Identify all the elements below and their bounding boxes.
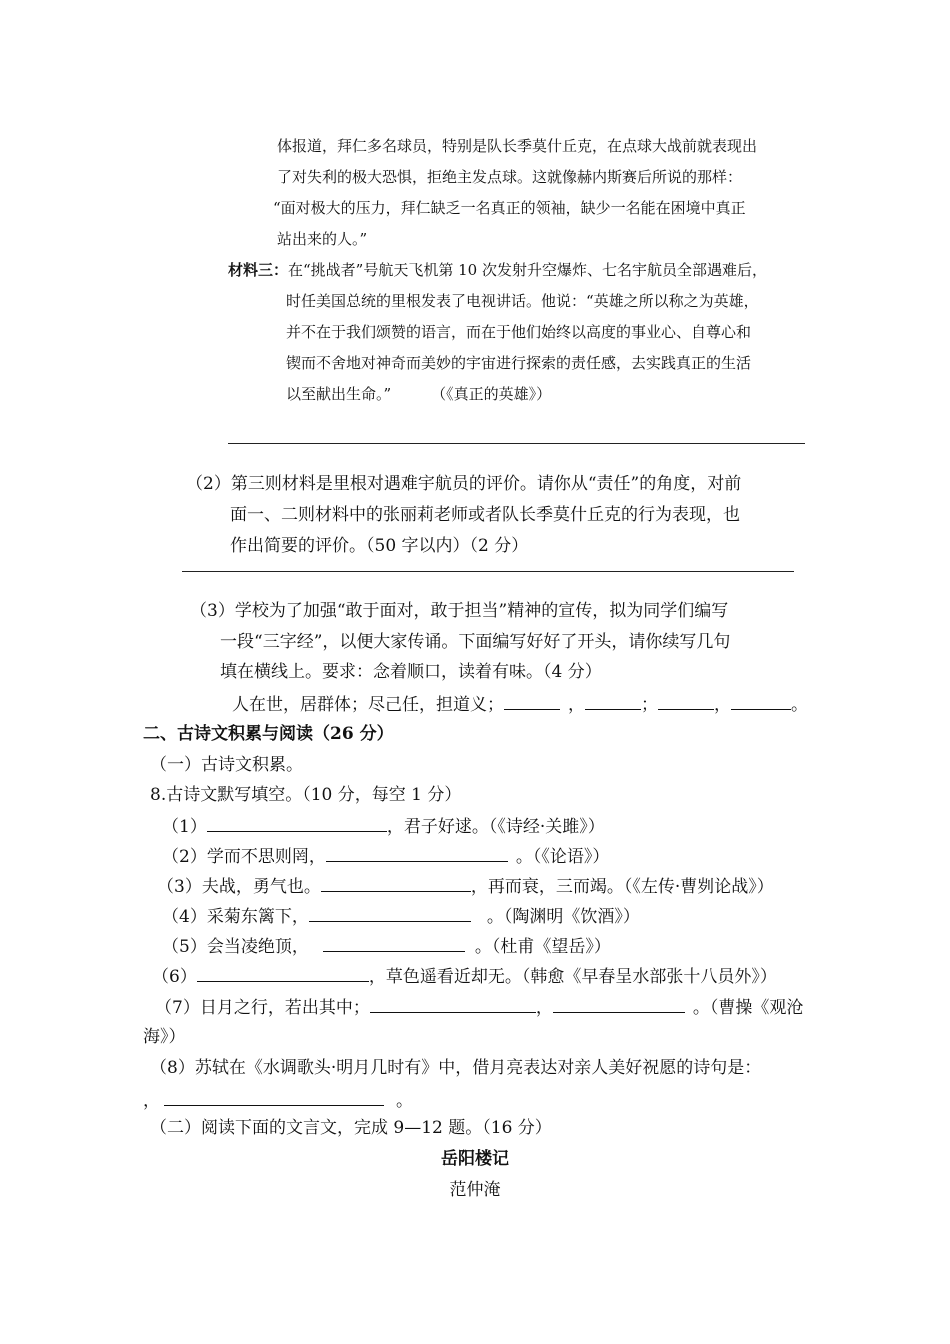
poem-1 xyxy=(162,817,605,836)
essay-author: 范仲淹 xyxy=(449,1180,501,1200)
poem-6-text: ，草色遥看近却无。（韩愈《早春呈水部张十八员外》） xyxy=(368,967,777,987)
poem-8-answer xyxy=(143,1091,413,1110)
material3-line-5 xyxy=(286,387,551,402)
part-2-heading: （二）阅读下面的文言文，完成 9—12 题。（16 分） xyxy=(150,1118,552,1138)
part-1-heading: （一）古诗文积累。 xyxy=(150,755,303,775)
material3-text-1: 在“挑战者”号航天飞机第 10 次发射升空爆炸、七名宇航员全部遇难后， xyxy=(288,261,767,279)
material2-line-2: 了对失利的极大恐惧，拒绝主发点球。这就像赫内斯赛后所说的那样： xyxy=(277,168,743,186)
answer-line-q2 xyxy=(182,571,794,572)
poem-2-source: 。（《论语》） xyxy=(515,847,610,867)
poem-5-source: 。（杜甫《望岳》） xyxy=(474,937,611,957)
poem-7-source: 。（曹操《观沧 xyxy=(692,998,804,1018)
essay-title: 岳阳楼记 xyxy=(441,1149,509,1169)
q3-sep-2: ； xyxy=(641,695,658,715)
divider-rule-1 xyxy=(228,443,805,444)
poem-7-blank-1[interactable] xyxy=(370,998,536,1013)
poem-7-blank-2[interactable] xyxy=(553,998,685,1013)
poem-6-num: （6） xyxy=(152,967,197,987)
poem-3-blank[interactable] xyxy=(321,877,471,892)
poem-5-text: （5）会当凌绝顶， xyxy=(162,937,309,957)
material3-text-5: 以至献出生命。” xyxy=(286,385,392,403)
material3-line-4: 锲而不舍地对神奇而美妙的宇宙进行探索的责任感，去实践真正的生活 xyxy=(286,354,752,372)
poem-8-blank[interactable] xyxy=(164,1091,384,1106)
poem-5-blank[interactable] xyxy=(323,937,465,952)
q3-line-3: 填在横线上。要求：念着顺口，读着有味。（4 分） xyxy=(220,662,602,682)
poem-3 xyxy=(157,877,774,896)
poem-7-text: （7）日月之行，若出其中； xyxy=(155,998,370,1018)
q3-blank-4[interactable] xyxy=(731,695,791,710)
poem-3-text: （3）夫战，勇气也。 xyxy=(157,877,321,897)
material2-line-3: “面对极大的压力，拜仁缺乏一名真正的领袖，缺少一名能在困境中真正 xyxy=(273,199,746,217)
poem-4-source: 。（陶渊明《饮酒》） xyxy=(486,907,640,927)
poem-1-num: （1） xyxy=(162,817,207,837)
q3-end: 。 xyxy=(791,695,808,715)
poem-2-blank[interactable] xyxy=(326,847,508,862)
poem-2 xyxy=(162,847,609,866)
poem-7 xyxy=(155,998,803,1017)
q3-line-1: （3）学校为了加强“敢于面对，敢于担当”精神的宣传，拟为同学们编写 xyxy=(190,601,729,621)
q3-sep-1: ， xyxy=(568,695,585,715)
q3-blank-1[interactable] xyxy=(504,695,560,710)
poem-4-blank[interactable] xyxy=(309,907,471,922)
material3-source: （《真正的英雄》） xyxy=(431,385,552,403)
poem-8-lead: ， xyxy=(143,1091,160,1111)
material3-line-2: 时任美国总统的里根发表了电视讲话。他说：“英雄之所以称之为英雄， xyxy=(286,292,759,310)
q2-line-3: 作出简要的评价。（50 字以内）（2 分） xyxy=(230,536,529,556)
q3-blank-3[interactable] xyxy=(658,695,714,710)
material3-label: 材料三： xyxy=(228,261,289,279)
poem-8: （8）苏轼在《水调歌头·明月几时有》中，借月亮表达对亲人美好祝愿的诗句是： xyxy=(150,1058,762,1078)
poem-4 xyxy=(162,907,640,926)
poem-5 xyxy=(162,937,611,956)
poem-3-source: ，再而衰，三而竭。（《左传·曹刿论战》） xyxy=(470,877,774,897)
poem-1-blank[interactable] xyxy=(207,817,387,832)
material2-line-1: 体报道，拜仁多名球员，特别是队长季莫什丘克，在点球大战前就表现出 xyxy=(277,137,758,155)
section-2-heading: 二、古诗文积累与阅读（26 分） xyxy=(143,724,394,744)
poem-1-text: ，君子好逑。（《诗经·关雎》） xyxy=(386,817,605,837)
poem-6-blank[interactable] xyxy=(197,967,369,982)
q3-line-2: 一段“三字经”，以便大家传诵。下面编写好好了开头，请你续写几句 xyxy=(220,632,731,652)
poem-6 xyxy=(152,967,777,986)
q3-stem: 人在世，居群体；尽己任，担道义； xyxy=(232,695,504,715)
question-8: 8.古诗文默写填空。（10 分，每空 1 分） xyxy=(150,785,462,805)
q2-line-2: 面一、二则材料中的张丽莉老师或者队长季莫什丘克的行为表现，也 xyxy=(230,505,740,525)
poem-8-end: 。 xyxy=(396,1091,413,1111)
poem-2-text: （2）学而不思则罔， xyxy=(162,847,326,867)
material3-line-3: 并不在于我们颂赞的语言，而在于他们始终以高度的事业心、自尊心和 xyxy=(286,323,752,341)
poem-4-text: （4）采菊东篱下， xyxy=(162,907,309,927)
poem-7-continued: 海》） xyxy=(143,1027,186,1047)
q3-blank-2[interactable] xyxy=(585,695,641,710)
q3-fill-line xyxy=(232,695,808,714)
poem-7-sep: ， xyxy=(535,998,553,1018)
q2-line-1: （2）第三则材料是里根对遇难宇航员的评价。请你从“责任”的角度，对前 xyxy=(186,474,742,494)
material3-line-1 xyxy=(228,263,767,278)
q3-sep-3: ， xyxy=(714,695,731,715)
material2-line-4: 站出来的人。” xyxy=(277,230,368,248)
